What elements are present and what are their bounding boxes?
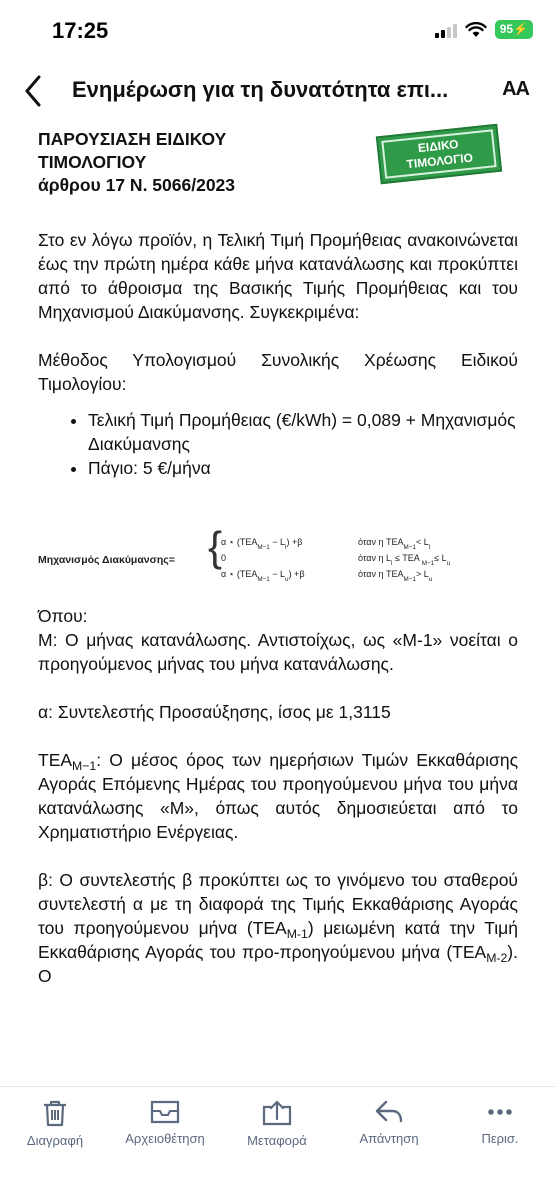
alpha-definition: α: Συντελεστής Προσαύξησης, ίσος με 1,3115	[38, 702, 391, 722]
cellular-signal-icon	[435, 22, 457, 38]
formula-condition-1: όταν η $TEA_{M-1}< L_l$	[358, 537, 431, 551]
delete-button[interactable]: Διαγραφή	[0, 1099, 110, 1148]
month-definition: M: Ο μήνας κατανάλωσης. Αντιστοίχως, ως «M-1» νοείται ο προηγούμενος μήνας του μήνα κατανάλωσης.	[38, 630, 518, 674]
back-button[interactable]	[18, 72, 48, 110]
archive-tray-icon	[150, 1099, 180, 1125]
method-title: Μέθοδος Υπολογισμού Συνολικής Χρέωσης Ειδικού Τιμολογίου:	[38, 350, 518, 394]
navigation-bar	[0, 62, 555, 120]
charging-bolt-icon: ⚡	[513, 22, 528, 36]
special-tariff-stamp: ΕΙΔΙΚΟ ΤΙΜΟΛΟΓΙΟ	[376, 124, 502, 184]
heading-line: ΤΙΜΟΛΟΓΙΟΥ	[38, 152, 147, 172]
formula-brace: {	[208, 523, 223, 570]
folder-move-icon	[261, 1099, 293, 1127]
status-time: 17:25	[52, 18, 109, 43]
reply-arrow-icon	[374, 1099, 404, 1125]
trash-icon	[42, 1099, 68, 1127]
battery-indicator: 95⚡	[495, 20, 533, 39]
message-toolbar	[0, 1086, 555, 1167]
status-bar	[0, 0, 555, 62]
formula-case-2: 0	[221, 553, 227, 563]
move-button[interactable]: Μεταφορά	[222, 1099, 332, 1148]
reply-button[interactable]: Απάντηση	[334, 1099, 444, 1146]
status-icons	[435, 20, 533, 39]
formula-lhs: Μηχανισμός Διακύμανσης=	[38, 554, 175, 566]
formula-condition-2: όταν η $L_l$ ≤ TEA $_{M-1}\le L_u$	[358, 553, 451, 567]
where-label: Όπου:	[38, 606, 88, 626]
message-body	[38, 128, 518, 988]
tea-definition: $TEA_{M-1}$: Ο μέσος όρος των ημερήσιων Τιμών Εκκαθάρισης Αγοράς Επόμενης Ημέρας του προηγούμενου μήνα του μήνα κατανάλωσης «M», όπως αυτός δημοσιεύεται από το Χρηματιστήριο Ενέργειας.	[38, 750, 518, 842]
more-dots-icon	[485, 1099, 515, 1125]
heading-line: άρθρου 17 Ν. 5066/2023	[38, 175, 236, 195]
document-heading	[38, 128, 518, 197]
list-item: • Πάγιο: 5 €/μήνα	[88, 456, 518, 480]
text-size-button[interactable]: AA	[502, 78, 529, 100]
formula-condition-3: όταν η $TEA_{M-1}> L_u$	[358, 569, 433, 583]
chevron-left-icon	[24, 75, 42, 107]
intro-paragraph: Στο εν λόγω προϊόν, η Τελική Τιμή Προμήθειας ανακοινώνεται έως την πρώτη ημέρα κάθε μήνα κατανάλωσης και προκύπτει από το άθροισμα της Βασικής Τιμής Προμήθειας και του Μηχανισμού Διακύμανσης. Συγκεκριμένα:	[38, 230, 518, 322]
formula-case-1: α ⋆ $(TEA_{M-1} - L_l) +\beta$	[221, 537, 303, 551]
variation-mechanism-formula	[38, 523, 518, 583]
beta-definition: β: Ο συντελεστής β προκύπτει ως το γινόμενο του σταθερού συντελεστή α με τη διαφορά της Τιμής Εκκαθάρισης Αγοράς του προηγούμενου μήνα $(TEA_{M-1})$ μειωμένη κατά την Τιμή Εκκαθάρισης Αγοράς του προ-προηγούμενου μήνα $(TEA_{M-2})$. Ο	[38, 870, 518, 986]
heading-line: ΠΑΡΟΥΣΙΑΣΗ ΕΙΔΙΚΟΥ	[38, 129, 227, 149]
wifi-icon	[465, 22, 487, 38]
archive-button[interactable]: Αρχειοθέτηση	[110, 1099, 220, 1146]
formula-case-3: α ⋆ $(TEA_{M-1} - L_u) +\beta$	[221, 569, 305, 583]
list-item: • Τελική Τιμή Προμήθειας (€/kWh) = 0,089 + Μηχανισμός Διακύμανσης	[88, 408, 518, 456]
message-subject: Ενημέρωση για τη δυνατότητα επι...	[72, 77, 449, 102]
more-button[interactable]: Περισ.	[445, 1099, 555, 1146]
tariff-bullets	[38, 408, 518, 480]
home-indicator-area	[0, 1166, 555, 1200]
